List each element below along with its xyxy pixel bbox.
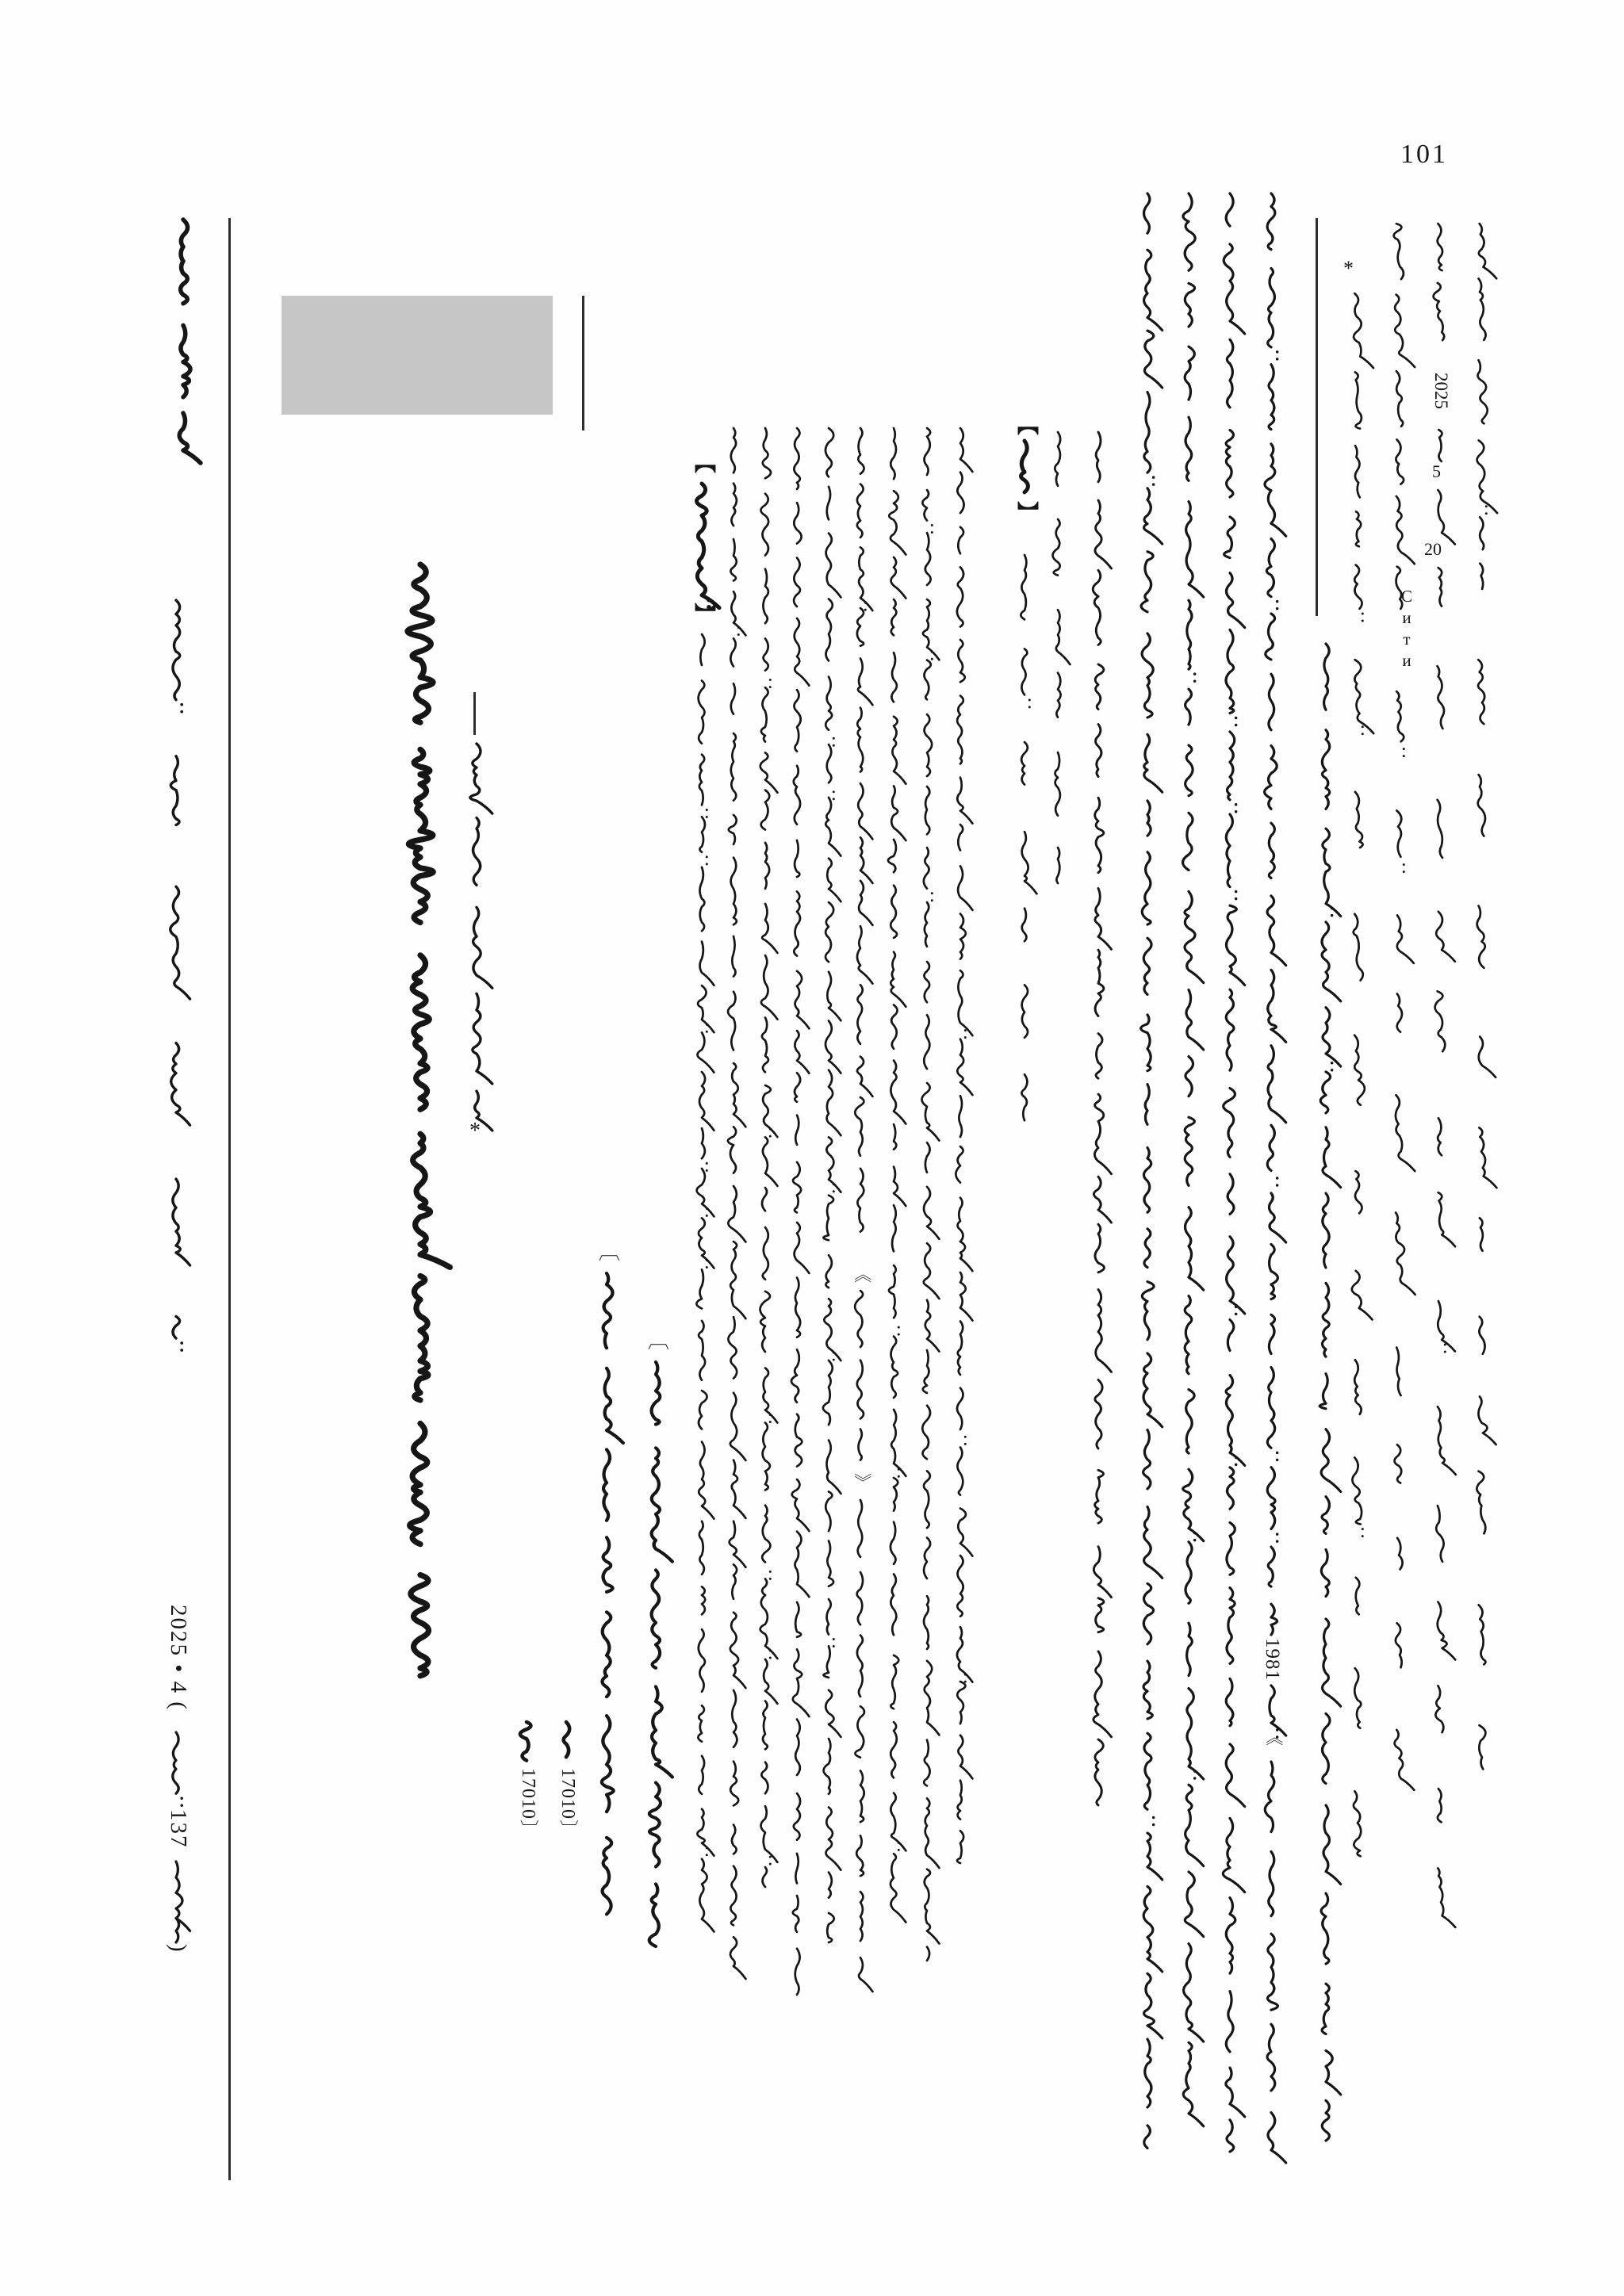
footnote-year-2025: 2025 [1431, 373, 1451, 409]
footnote-day-20: 20 [1424, 539, 1442, 559]
body-year-1981: 1981 [1262, 1638, 1283, 1681]
footnote-cyrillic-name: Сити [1397, 587, 1416, 672]
category-box [282, 296, 553, 415]
page-number: 101 [1400, 140, 1448, 169]
subtitle-dash [473, 692, 476, 735]
abstract-quote-close: 》 [852, 1473, 872, 1491]
author-postcode-2: 17010〕 [557, 1768, 578, 1839]
abstract-quote-open: 《 [852, 1265, 872, 1284]
footer-total: 137 [166, 1809, 191, 1849]
author-postcode-1: 17010〕 [518, 1768, 538, 1839]
author-bracket-open-1: 〔 [596, 1240, 620, 1261]
category-box-rule [582, 296, 584, 430]
author-bracket-open-2: 〔 [645, 1329, 669, 1350]
keywords-label-close-bracket: 】 [1015, 501, 1039, 522]
footnote-month-5: 5 [1432, 461, 1441, 481]
abstract-label-open-bracket: 【 [692, 452, 716, 473]
footer-close-paren: ) [166, 1944, 191, 1952]
body-quote-open: 《 [1264, 1728, 1284, 1747]
footnote-marker-star: * [1343, 257, 1354, 280]
subtitle-footnote-star: * [469, 1119, 481, 1143]
footnote-separator-rule [1316, 218, 1318, 616]
keywords-label-open-bracket: 【 [1015, 414, 1039, 435]
footer-issue: 2025 • 4 ( [166, 1605, 191, 1712]
abstract-label-close-bracket: 】 [692, 603, 716, 624]
left-margin-rule [228, 218, 231, 2180]
